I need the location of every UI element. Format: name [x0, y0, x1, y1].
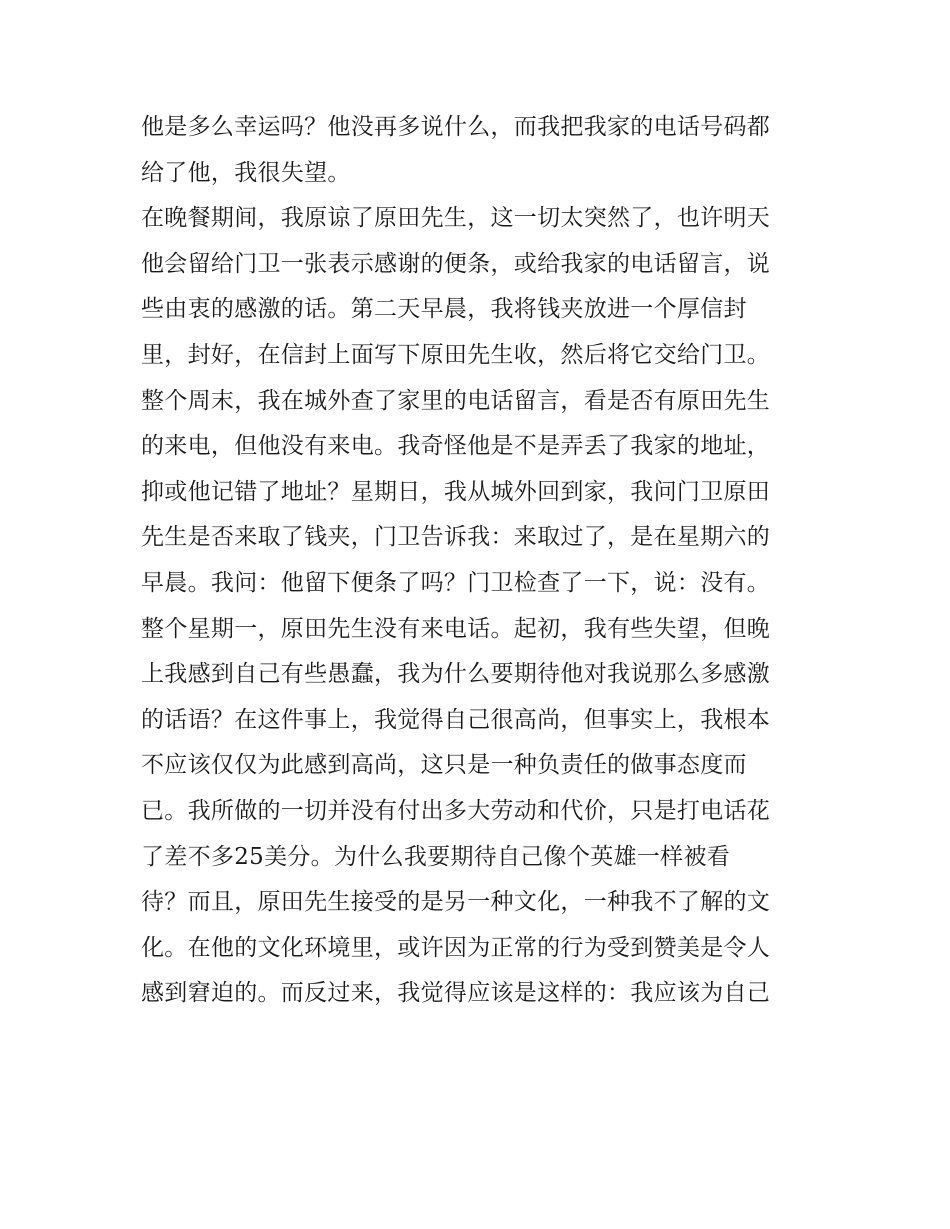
text-line: 不应该仅仅为此感到高尚，这只是一种负责任的做事态度而 — [141, 752, 747, 779]
text-line: 上我感到自己有些愚蠢，我为什么要期待他对我说那么多感激 — [141, 661, 771, 688]
text-line: 的话语？在这件事上，我觉得自己很高尚，但事实上，我根本 — [141, 706, 771, 733]
text-line: 整个周末，我在城外查了家里的电话留言，看是否有原田先生 — [141, 387, 771, 414]
text-line: 先生是否来取了钱夹，门卫告诉我：来取过了，是在星期六的 — [141, 524, 771, 551]
text-line: 化。在他的文化环境里，或许因为正常的行为受到赞美是令人 — [141, 934, 771, 961]
text-line: 里，封好，在信封上面写下原田先生收，然后将它交给门卫。 — [141, 341, 771, 368]
text-line: 在晚餐期间，我原谅了原田先生，这一切太突然了，也许明天 — [141, 205, 771, 232]
text-line: 早晨。我问：他留下便条了吗？门卫检查了一下，说：没有。 — [141, 569, 771, 596]
text-line: 了差不多25美分。为什么我要期待自己像个英雄一样被看 — [141, 843, 731, 870]
text-line: 给了他，我很失望。 — [141, 159, 351, 186]
text-line: 感到窘迫的。而反过来，我觉得应该是这样的：我应该为自己 — [141, 980, 771, 1007]
text-line: 已。我所做的一切并没有付出多大劳动和代价，只是打电话花 — [141, 797, 771, 824]
text-line: 些由衷的感激的话。第二天早晨，我将钱夹放进一个厚信封 — [141, 296, 747, 323]
text-line: 待？而且，原田先生接受的是另一种文化，一种我不了解的文 — [141, 889, 771, 916]
text-line: 他会留给门卫一张表示感谢的便条，或给我家的电话留言，说 — [141, 250, 771, 277]
text-line: 抑或他记错了地址？星期日，我从城外回到家，我问门卫原田 — [141, 478, 771, 505]
text-line: 整个星期一，原田先生没有来电话。起初，我有些失望，但晚 — [141, 615, 771, 642]
body-text — [141, 105, 821, 1017]
text-line: 他是多么幸运吗？他没再多说什么，而我把我家的电话号码都 — [141, 114, 771, 140]
text-line: 的来电，但他没有来电。我奇怪他是不是弄丢了我家的地址， — [141, 433, 771, 460]
